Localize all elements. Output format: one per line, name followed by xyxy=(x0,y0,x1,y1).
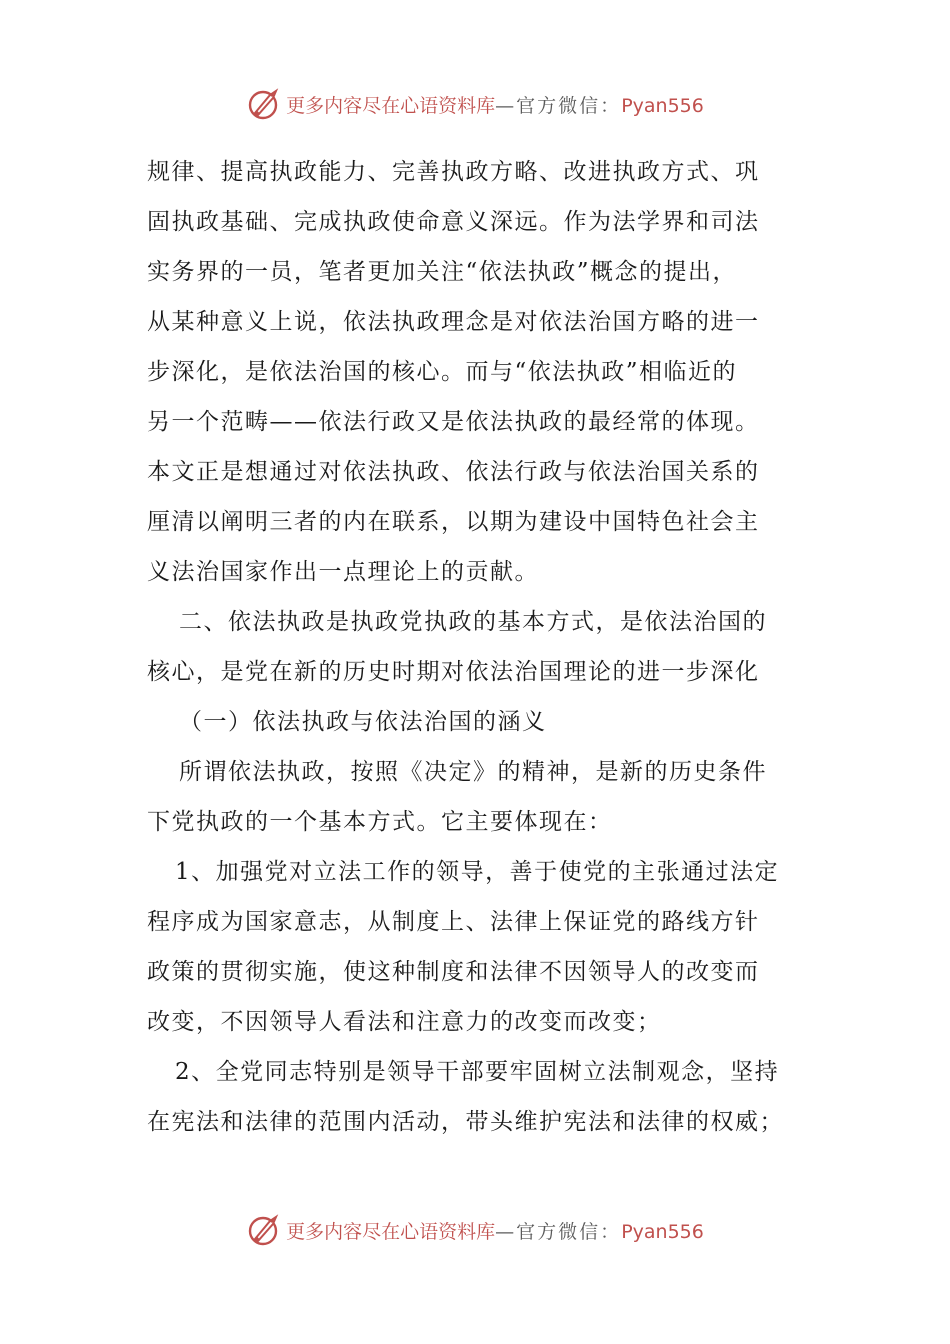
banner-wechat-id: Pyan556 xyxy=(621,94,704,117)
body-line: 在宪法和法律的范围内活动，带头维护宪法和法律的权威； xyxy=(147,1109,784,1135)
section-heading: 二、依法执政是执政党执政的基本方式，是依法治国的 xyxy=(179,609,767,635)
banner-wechat-id: Pyan556 xyxy=(621,1220,704,1243)
banner-slogan-tail: —官方微信： xyxy=(495,1220,622,1243)
pen-logo-icon xyxy=(246,1212,282,1248)
section-heading-cont: 核心，是党在新的历史时期对依法治国理论的进一步深化 xyxy=(147,659,760,685)
body-line: 所谓依法执政，按照《决定》的精神，是新的历史条件 xyxy=(179,759,767,785)
subsection-heading: （一）依法执政与依法治国的涵义 xyxy=(179,709,547,735)
body-line: 改变，不因领导人看法和注意力的改变而改变； xyxy=(147,1009,662,1035)
banner-slogan xyxy=(286,1217,704,1244)
banner-slogan-tail: —官方微信： xyxy=(495,94,622,117)
banner-slogan xyxy=(286,91,704,118)
body-line: 本文正是想通过对依法执政、依法行政与依法治国关系的 xyxy=(147,459,760,485)
body-line: 程序成为国家意志，从制度上、法律上保证党的路线方针 xyxy=(147,909,760,935)
body-line: 厘清以阐明三者的内在联系，以期为建设中国特色社会主 xyxy=(147,509,760,535)
list-item-1: 1、加强党对立法工作的领导，善于使党的主张通过法定 xyxy=(175,859,780,885)
body-line: 另一个范畴——依法行政又是依法执政的最经常的体现。 xyxy=(147,409,760,435)
body-line: 义法治国家作出一点理论上的贡献。 xyxy=(147,559,539,585)
list-item-2: 2、全党同志特别是领导干部要牢固树立法制观念，坚持 xyxy=(175,1059,780,1085)
body-line: 从某种意义上说，依法执政理念是对依法治国方略的进一 xyxy=(147,309,760,335)
body-line: 步深化，是依法治国的核心。而与“依法执政”相临近的 xyxy=(147,359,738,385)
footer-banner xyxy=(0,1210,950,1250)
body-line: 实务界的一员，笔者更加关注“依法执政”概念的提出， xyxy=(147,259,738,285)
body-line: 政策的贯彻实施，使这种制度和法律不因领导人的改变而 xyxy=(147,959,760,985)
banner-slogan-main: 更多内容尽在心语资料库 xyxy=(286,1220,496,1243)
document-body xyxy=(147,147,827,1147)
body-line: 规律、提高执政能力、完善执政方略、改进执政方式、巩 xyxy=(147,159,760,185)
header-banner xyxy=(0,84,950,124)
body-line: 固执政基础、完成执政使命意义深远。作为法学界和司法 xyxy=(147,209,760,235)
banner-slogan-main: 更多内容尽在心语资料库 xyxy=(286,94,496,117)
body-line: 下党执政的一个基本方式。它主要体现在： xyxy=(147,809,613,835)
pen-logo-icon xyxy=(246,86,282,122)
